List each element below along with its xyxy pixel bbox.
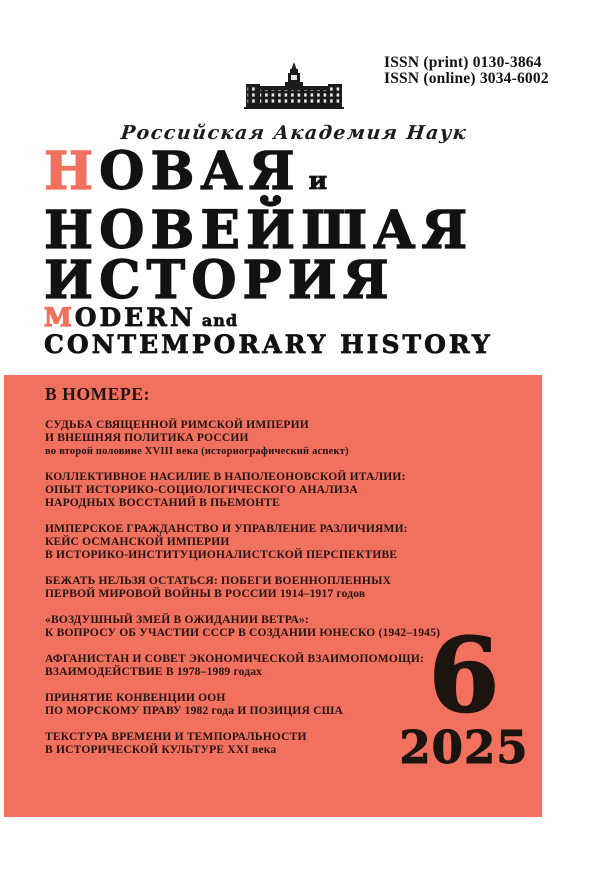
title-en-line1 <box>44 303 493 333</box>
article-line: во второй половине XVIII века (историографический аспект) <box>45 446 349 457</box>
title-en-line2: CONTEMPORARY HISTORY <box>44 330 493 359</box>
title-en-line1-rest: ODERN <box>74 303 196 332</box>
article-line: В ИСТОРИКО-ИНСТИТУЦИОНАЛИСТСКОЙ ПЕРСПЕКТИВЕ <box>45 549 398 561</box>
article-line: БЕЖАТЬ НЕЛЬЗЯ ОСТАТЬСЯ: ПОБЕГИ ВОЕННОПЛЕННЫХ <box>45 575 392 587</box>
article-item <box>45 523 445 562</box>
academy-building-icon <box>0 62 588 120</box>
academy-name: Российская Академия Наук <box>119 122 469 144</box>
article-item <box>45 692 445 718</box>
title-en-conjunction: and <box>201 311 239 330</box>
title-en-accent-letter: M <box>44 303 75 332</box>
academy-logo <box>0 62 588 144</box>
article-line: ВЗАИМОДЕЙСТВИЕ В 1978–1989 годах <box>45 666 263 678</box>
article-item <box>45 575 445 601</box>
article-item <box>45 731 445 757</box>
article-item <box>45 419 445 458</box>
article-line: ПРИНЯТИЕ КОНВЕНЦИИ ООН <box>45 692 226 704</box>
article-line: ПЕРВОЙ МИРОВОЙ ВОЙНЫ В РОССИИ 1914–1917 годов <box>45 588 366 600</box>
title-ru-accent-letter: Н <box>44 141 100 202</box>
article-line: К ВОПРОСУ ОБ УЧАСТИИ СССР В СОЗДАНИИ ЮНЕСКО (1942–1945) <box>45 627 441 639</box>
article-line: И ВНЕШНЯЯ ПОЛИТИКА РОССИИ <box>45 432 249 444</box>
issue-year: 2025 <box>399 721 529 774</box>
article-line: ИМПЕРСКОЕ ГРАЖДАНСТВО И УПРАВЛЕНИЕ РАЗЛИЧИЯМИ: <box>45 523 408 535</box>
title-ru-line3: ИСТОРИЯ <box>44 250 395 311</box>
article-line: В ИСТОРИЧЕСКОЙ КУЛЬТУРЕ XXI века <box>45 744 277 756</box>
article-line: ОПЫТ ИСТОРИКО-СОЦИОЛОГИЧЕСКОГО АНАЛИЗА <box>45 484 358 496</box>
title-ru-line1 <box>44 141 473 206</box>
journal-title-en <box>44 303 493 359</box>
issn-print: ISSN (print) 0130-3864 <box>384 54 542 71</box>
article-line: ПО МОРСКОМУ ПРАВУ 1982 года И ПОЗИЦИЯ США <box>45 705 343 717</box>
article-line: АФГАНИСТАН И СОВЕТ ЭКОНОМИЧЕСКОЙ ВЗАИМОПОМОЩИ: <box>45 653 425 665</box>
article-line: НАРОДНЫХ ВОССТАНИЙ В ПЬЕМОНТЕ <box>45 497 281 509</box>
title-ru-conjunction: и <box>308 166 328 195</box>
contents-heading: В НОМЕРЕ: <box>45 384 151 404</box>
issn-online: ISSN (online) 3034-6002 <box>384 70 549 87</box>
issue-block <box>396 616 532 774</box>
issue-number: 6 <box>428 616 500 736</box>
article-line: СУДЬБА СВЯЩЕННОЙ РИМСКОЙ ИМПЕРИИ <box>45 419 309 431</box>
title-ru-line1-rest: ОВАЯ <box>99 141 301 202</box>
contents-box <box>4 375 542 817</box>
article-line: КОЛЛЕКТИВНОЕ НАСИЛИЕ В НАПОЛЕОНОВСКОЙ ИТАЛИИ: <box>45 471 406 483</box>
article-item <box>45 614 445 640</box>
title-ru-line2: НОВЕЙШАЯ <box>44 200 474 261</box>
article-line: «ВОЗДУШНЫЙ ЗМЕЙ В ОЖИДАНИИ ВЕТРА»: <box>45 614 310 626</box>
articles-list <box>45 419 445 757</box>
article-line: КЕЙС ОСМАНСКОЙ ИМПЕРИИ <box>45 536 230 548</box>
article-item <box>45 471 445 510</box>
journal-title-ru <box>44 141 474 311</box>
article-line: ТЕКСТУРА ВРЕМЕНИ И ТЕМПОРАЛЬНОСТИ <box>45 731 307 743</box>
article-item <box>45 653 445 679</box>
